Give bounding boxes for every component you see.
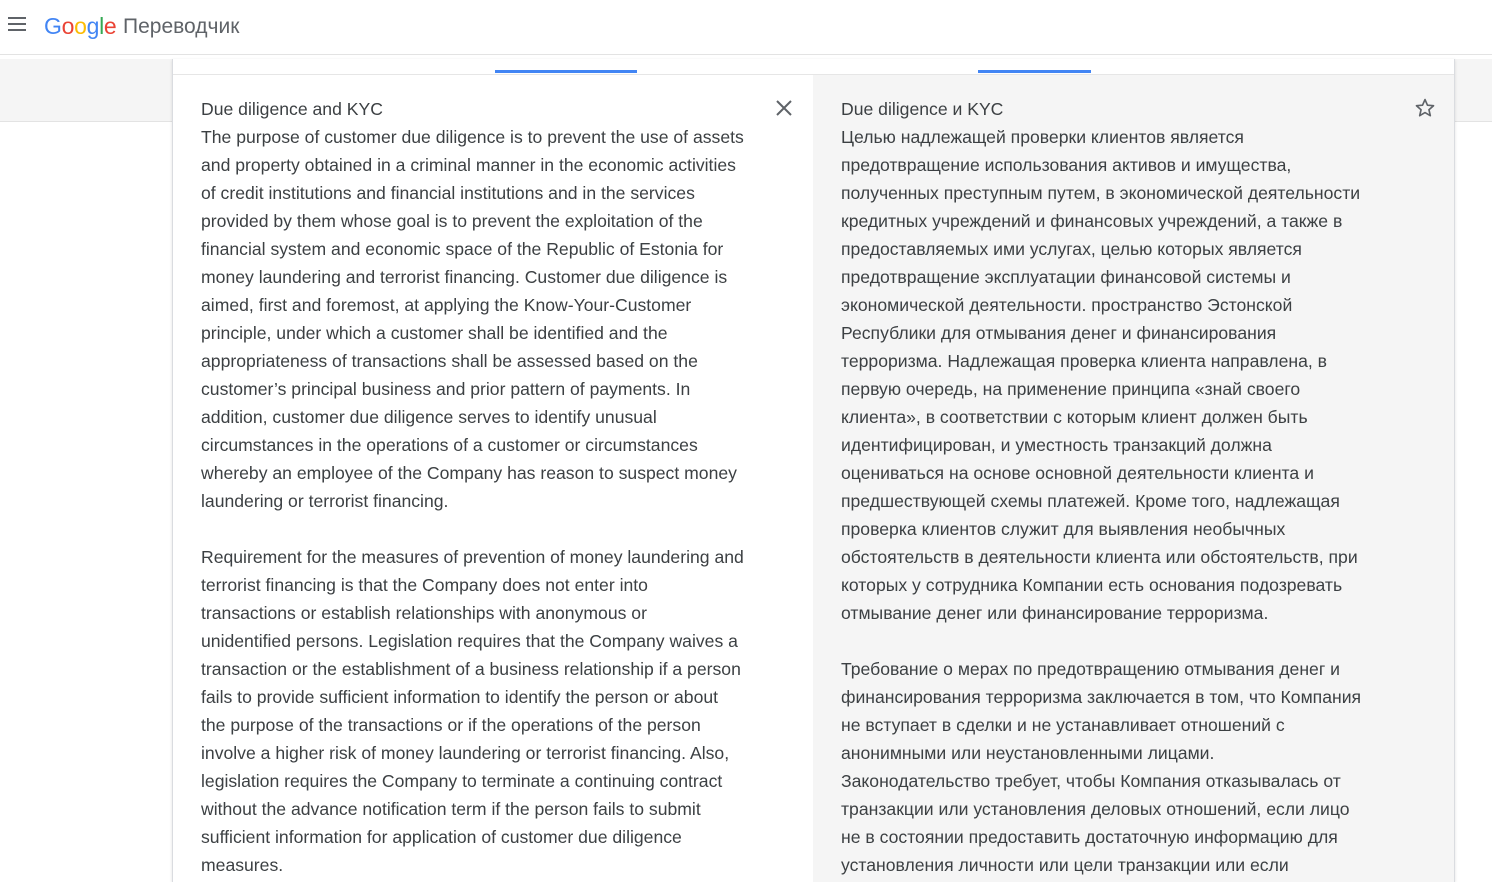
hamburger-menu-icon[interactable] xyxy=(8,17,26,31)
product-name: Переводчик xyxy=(123,15,240,38)
logo-letter: G xyxy=(44,13,62,39)
source-language-tab-indicator[interactable] xyxy=(495,70,637,73)
logo-letter: o xyxy=(61,13,75,39)
logo-letter: g xyxy=(86,13,100,39)
star-icon[interactable] xyxy=(1414,97,1436,119)
translation-pane xyxy=(813,75,1454,882)
language-tabs-strip xyxy=(173,59,1454,75)
target-language-tab-indicator[interactable] xyxy=(978,70,1091,73)
source-text-input[interactable]: Due diligence and KYC The purpose of customer due diligence is to prevent the use of assets and property obtained in a criminal manner in the economic activities of credit institutions and financial institutions and in the services provided by them whose goal is to prevent the exploitation of the financial system and economic space of the Republic of Estonia for money laundering and terrorist financing. Customer due diligence is aimed, first and foremost, at applying the Know-Your-Customer principle, under which a customer shall be identified and the appropriateness of transactions shall be assessed based on the customer’s principal business and prior pattern of payments. In addition, customer due diligence serves to identify unusual circumstances in the operations of a customer or circumstances whereby an employee of the Company has reason to suspect money laundering or terrorist financing. Requirement for the measures of prevention of money laundering and terrorist financing is that the Company does not enter into transactions or establish relationships with anonymous or unidentified persons. Legislation requires that the Company waives a transaction or the establishment of a business relationship if a person fails to provide sufficient information to identify the person or about the purpose of the transactions or if the operations of the person involve a higher risk of money laundering or terrorist financing. Also, legislation requires the Company to terminate a continuing contract without the advance notification term if the person fails to submit sufficient information for application of customer due diligence measures. xyxy=(201,99,744,875)
logo-letter: o xyxy=(74,13,87,39)
close-icon[interactable] xyxy=(775,99,793,117)
logo-letter: l xyxy=(99,13,104,39)
google-logo[interactable] xyxy=(44,11,116,41)
source-pane xyxy=(173,75,813,882)
logo-letter: e xyxy=(103,13,117,39)
translation-output: Due diligence и KYC Целью надлежащей проверки клиентов является предотвращение использования активов и имущества, полученных преступным путем, в экономической деятельности кредитных учреждений и финансовых учреждений, а также в предоставляемых ими услугах, целью которых является предотвращение эксплуатации финансовой системы и экономической деятельности. пространство Эстонской Республики для отмывания денег и финансирования терроризма. Надлежащая проверка клиента направлена, в первую очередь, на применение принципа «знай своего клиента», в соответствии с которым клиент должен быть идентифицирован, и уместность транзакций должна оцениваться на основе основной деятельности клиента и предшествующей схемы платежей. Кроме того, надлежащая проверка клиентов служит для выявления необычных обстоятельств в деятельности клиента или обстоятельств, при которых у сотрудника Компании есть основания подозревать отмывание денег или финансирование терроризма. Требование о мерах по предотвращению отмывания денег и финансирования терроризма заключается в том, что Компания не вступает в сделки и не устанавливает отношений с анонимными или неустановленными лицами. Законодательство требует, чтобы Компания отказывалась от транзакции или установления деловых отношений, если лицо не в состоянии предоставить достаточную информацию для установления личности или цели транзакции или если xyxy=(841,99,1362,875)
top-app-bar xyxy=(0,0,1492,55)
translation-card xyxy=(172,59,1455,882)
